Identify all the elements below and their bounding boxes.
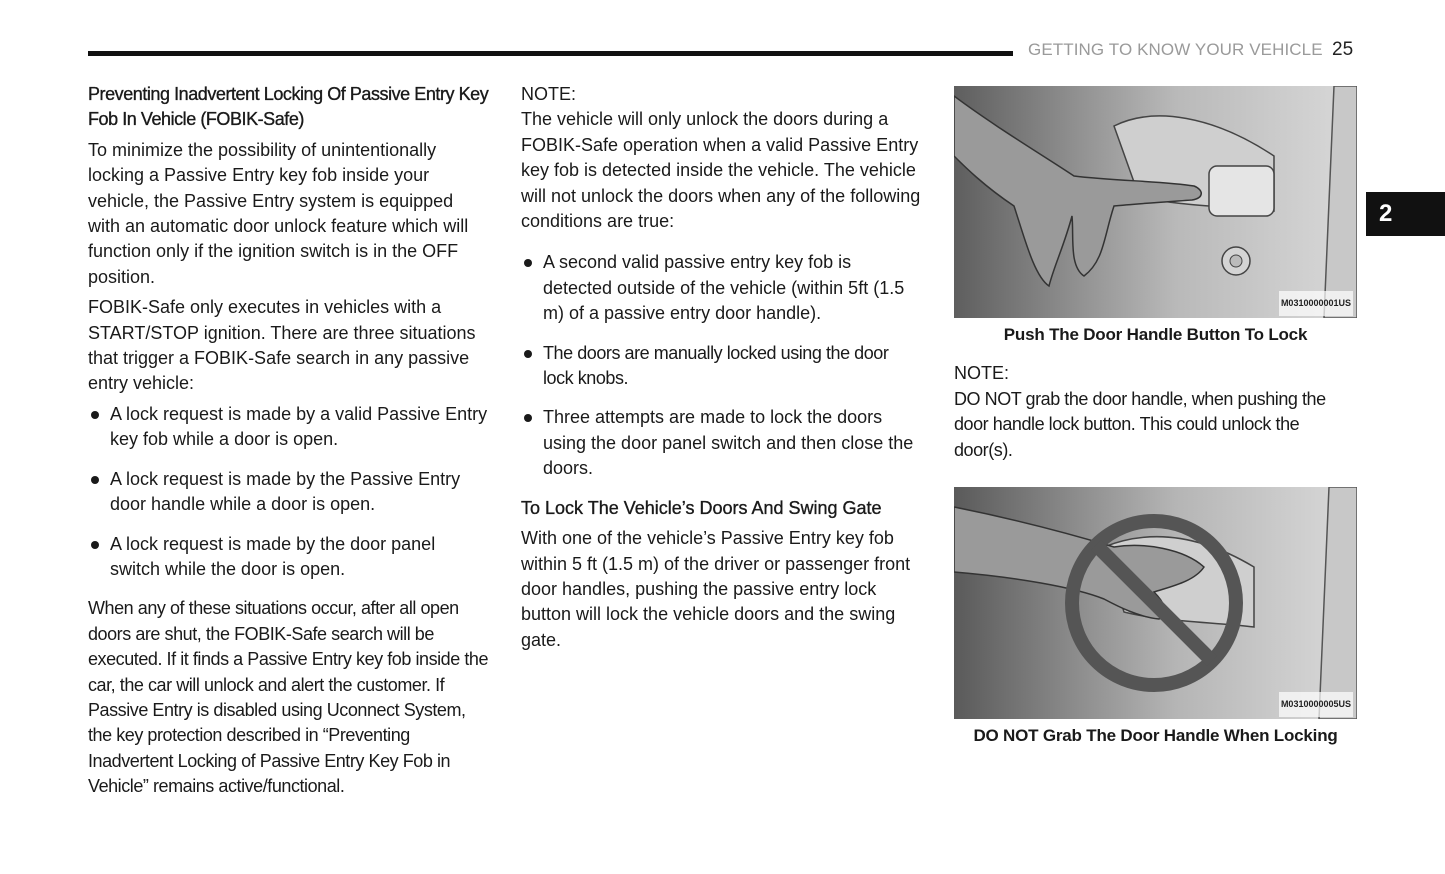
list-item: A lock request is made by the door panel switch while the door is open. [88, 532, 490, 583]
column-left [88, 82, 490, 805]
column-middle [521, 82, 923, 658]
paragraph: FOBIK-Safe only executes in vehicles with a START/STOP ignition. There are three situations that trigger a FOBIK-Safe search in any passive entry vehicle: [88, 297, 476, 394]
note-text: DO NOT grab the door handle, when pushing the door handle lock button. This could unlock the door(s). [954, 388, 1326, 460]
push-button-illustration [954, 86, 1357, 318]
figure-id: M0310000001US [1279, 291, 1353, 316]
note-text: The vehicle will only unlock the doors during a FOBIK-Safe operation when a valid Passive Entry key fob is detected inside the vehicle. The vehicle will not unlock the doors when any of the following conditions are true: [521, 109, 921, 232]
chapter-tab[interactable]: 2 [1366, 192, 1445, 236]
do-not-grab-illustration [954, 487, 1357, 719]
figure-id: M0310000005US [1279, 692, 1353, 717]
figure-caption: Push The Door Handle Button To Lock [1003, 325, 1308, 344]
paragraph: When any of these situations occur, after all open doors are shut, the FOBIK-Safe search will be executed. If it finds a Passive Entry key fob inside the car, the car will unlock and alert the customer. If Passive Entry is disabled using Uconnect System, the key protection described in “Preventing Inadvertent Locking of Passive Entry Key Fob in Vehicle” remains active/functional. [88, 598, 489, 797]
list-item: A second valid passive entry key fob is detected outside of the vehicle (within 5ft (1.5 m) of a passive entry door handle). [521, 250, 923, 326]
column-right [954, 86, 1357, 762]
list-item: A lock request is made by the Passive Entry door handle while a door is open. [88, 467, 490, 518]
note-label: NOTE: [521, 84, 577, 104]
figure-push-button [954, 86, 1357, 318]
list-item: The doors are manually locked using the door lock knobs. [521, 341, 923, 392]
header-rule [88, 51, 1013, 56]
list-item: A lock request is made by a valid Passive Entry key fob while a door is open. [88, 402, 490, 453]
note-label: NOTE: [954, 363, 1010, 384]
bullet-list [521, 250, 923, 481]
paragraph: With one of the vehicle’s Passive Entry key fob within 5 ft (1.5 m) of the driver or passenger front door handles, pushing the passive entry lock button will lock the vehicle doors and the swing gate. [521, 528, 911, 650]
page-number: 25 [1332, 39, 1354, 60]
list-item: Three attempts are made to lock the doors using the door panel switch and then close the doors. [521, 405, 923, 481]
figure-caption: DO NOT Grab The Door Handle When Locking [973, 726, 1338, 746]
running-head: GETTING TO KNOW YOUR VEHICLE [1028, 40, 1323, 59]
section-heading-lock-doors: To Lock The Vehicle’s Doors And Swing Gate [521, 497, 882, 518]
figure-do-not-grab [954, 487, 1357, 719]
paragraph: To minimize the possibility of unintentionally locking a Passive Entry key fob inside your vehicle, the Passive Entry system is equipped with an automatic door unlock feature which will function only if the ignition switch is in the OFF position. [88, 139, 469, 287]
bullet-list [88, 402, 490, 582]
section-heading-fobik-safe: Preventing Inadvertent Locking Of Passive Entry Key Fob In Vehicle (FOBIK-Safe) [88, 84, 489, 130]
